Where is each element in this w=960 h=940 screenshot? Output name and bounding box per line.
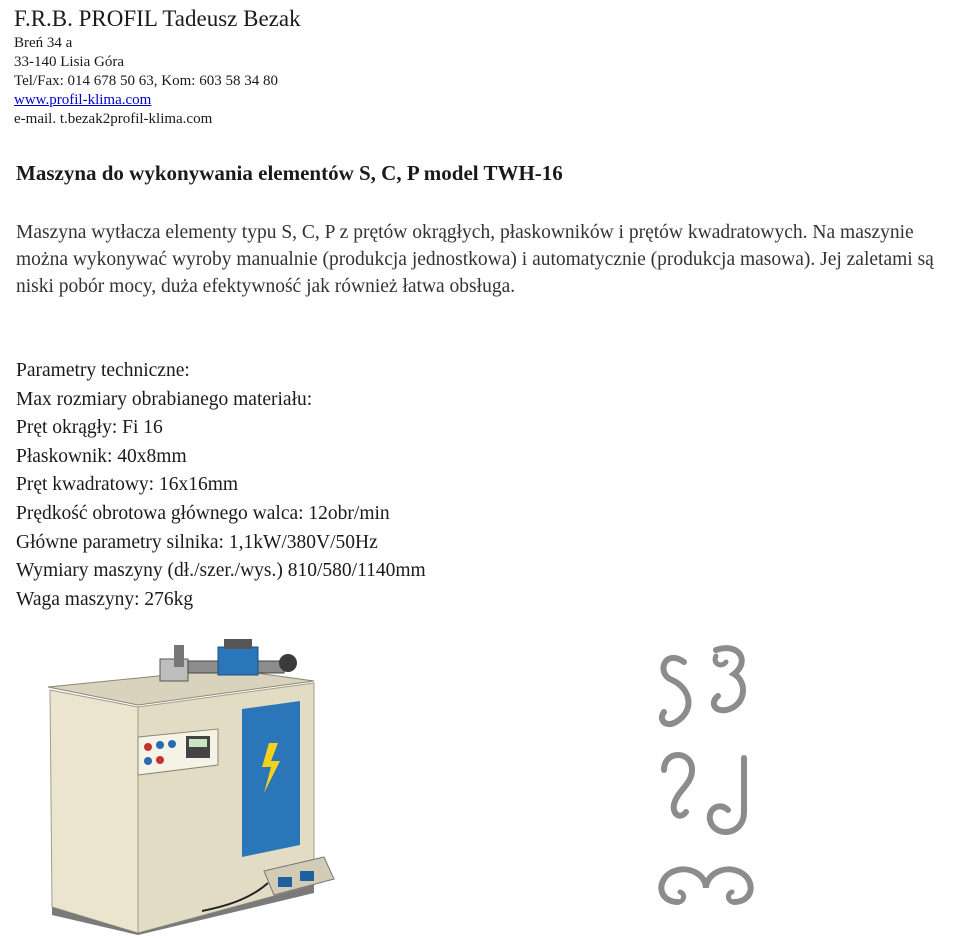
- parameter-item: Płaskownik: 40x8mm: [16, 445, 187, 467]
- elements-photo: [650, 640, 760, 925]
- c-element-shape: [664, 755, 692, 816]
- product-description: Maszyna wytłacza elementy typu S, C, P z prętów okrągłych, płaskowników i prętów kwadratowych. Na maszynie można wykonywać wyroby manualnie (produkcja jednostkowa) i automatycznie (produkcja masowa). Jej zaletami są niski pobór mocy, duża efektywność jak również łatwa obsługa.: [16, 222, 934, 297]
- double-curl-shape: [661, 869, 750, 902]
- s-element-shape: [662, 658, 689, 724]
- contact-phones: Tel/Fax: 014 678 50 63, Kom: 603 58 34 80: [14, 73, 278, 89]
- machine-illustration: [42, 635, 342, 935]
- parameter-item: Prędkość obrotowa głównego walca: 12obr/min: [16, 502, 390, 524]
- company-name: F.R.B. PROFIL Tadeusz Bezak: [14, 6, 301, 31]
- technical-parameters: [16, 357, 426, 614]
- contact-email: e-mail. t.bezak2profil-klima.com: [14, 111, 213, 127]
- parameters-heading: Parametry techniczne:: [16, 360, 190, 381]
- page-title: Maszyna do wykonywania elementów S, C, P model TWH-16: [16, 161, 563, 185]
- machine-photo: [42, 635, 342, 940]
- parameter-item: Waga maszyny: 276kg: [16, 588, 194, 610]
- scroll-shapes-illustration: [650, 640, 760, 920]
- website-link[interactable]: www.profil-klima.com: [14, 92, 152, 108]
- parameter-item: Max rozmiary obrabianego materiału:: [16, 388, 313, 410]
- parameter-item: Pręt okrągły: Fi 16: [16, 417, 163, 439]
- parameter-item: Wymiary maszyny (dł./szer./wys.) 810/580/1140mm: [16, 560, 426, 582]
- parameter-item: Pręt kwadratowy: 16x16mm: [16, 474, 239, 496]
- address-street: Breń 34 a: [14, 35, 73, 51]
- parameter-item: Główne parametry silnika: 1,1kW/380V/50Hz: [16, 531, 378, 553]
- double-scroll-shape: [714, 648, 743, 710]
- p-element-shape: [710, 758, 744, 832]
- address-city: 33-140 Lisia Góra: [14, 54, 124, 70]
